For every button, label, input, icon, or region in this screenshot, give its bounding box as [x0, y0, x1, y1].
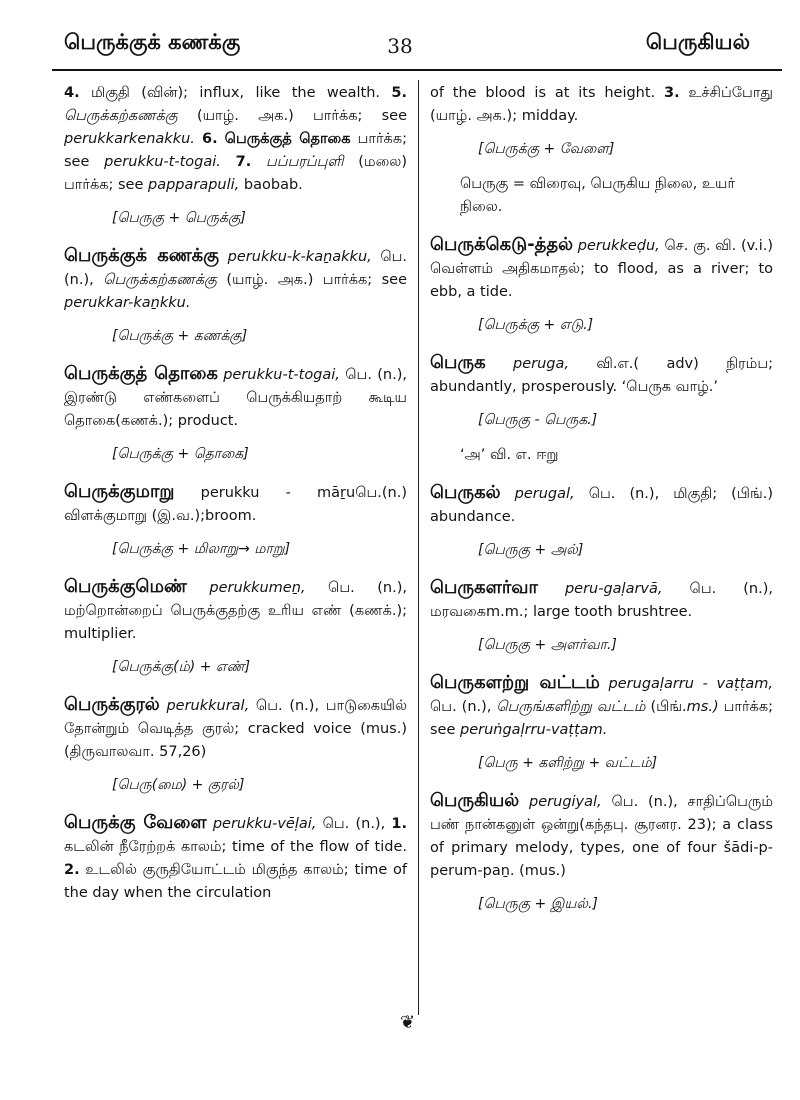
- cross-reference: perukkarkenakku.: [64, 131, 195, 147]
- definition-text: பெ. (n.),: [316, 816, 392, 832]
- definition-text: பெ. (n.),: [64, 249, 408, 288]
- definition-text: வி.எ.( adv) நிரம்ப; abundantly, prosperously. ‘பெருக வாழ்.’: [430, 356, 773, 395]
- definition-text: baobab.: [239, 177, 303, 193]
- cross-reference: peruṅgaḷrru-vaṭṭam.: [460, 722, 608, 738]
- definition-text: பார்க்க; see: [430, 699, 773, 738]
- etymology: [பெருகு + அல்]: [478, 542, 584, 558]
- headword: பெருகல்: [430, 482, 501, 503]
- sense-number: 7.: [235, 154, 252, 170]
- headword: பெருக்குரல்: [64, 694, 160, 715]
- headword: பெருக்குத் தொகை: [64, 363, 218, 384]
- headword: பெருகளர்வா: [430, 577, 538, 598]
- column-divider: [418, 80, 419, 1015]
- definition-text: விளக்குமாறு (இ.வ.);broom.: [64, 508, 257, 524]
- definition-text: பார்க்க; see: [64, 131, 407, 170]
- usage-note: பெருகு = விரைவு, பெருகிய நிலை, உயர் நிலை.: [460, 176, 736, 215]
- dictionary-entry: [64, 480, 407, 528]
- etymology: [பெருகு + இயல்.]: [478, 896, 598, 912]
- headword: பெருகளற்று வட்டம்: [430, 672, 600, 693]
- romanization: perukku-t-togai,: [223, 367, 340, 383]
- dictionary-entry: [64, 575, 407, 646]
- definition-text: [221, 154, 236, 170]
- cross-reference: perukku-t-togai.: [104, 154, 221, 170]
- ornament-icon: ❦: [400, 1012, 416, 1033]
- definition-text: பெ. (n.), பாடுகையில் தோன்றும் வெடித்த குரல்; cracked voice (mus.) (திருவாலவா. 57,26): [64, 698, 407, 760]
- etymology: [பெரு(மை) + குரல்]: [112, 777, 245, 793]
- definition-text: பெ. (n.), சாதிப்பெரும் பண் நான்கனுள் ஒன்று(கந்தபு. சூரனர. 23); a class of primary melody, types, one of four šādi-p-perum-paṉ. (mus.): [430, 794, 773, 879]
- definition-text: பெ. (n.), மற்றொன்றைப் பெருக்குதற்கு உரிய எண் (கணக்.); multiplier.: [64, 580, 407, 642]
- definition-text: (மலை) பார்க்க; see: [64, 154, 408, 193]
- definition-text: [195, 131, 202, 147]
- cross-reference: perukkar-kaṉkku.: [64, 295, 191, 311]
- dictionary-entry: [430, 671, 773, 742]
- definition-text: பெ. (n.),: [430, 699, 497, 715]
- continued-entry: [430, 82, 773, 128]
- definition-text: (யாழ். அக.) பார்க்க; see: [216, 272, 407, 288]
- definition-text: பெ. (n.), மிகுதி; (பிங்.) abundance.: [430, 486, 773, 525]
- etymology: [பெருக்கு + வேளை]: [478, 141, 615, 157]
- definition-text: கடலின் நீரேற்றக் காலம்; time of the flow of tide.: [64, 839, 407, 855]
- headword: பெருக: [430, 352, 486, 373]
- headword: பெருக்குமாறு: [64, 481, 175, 502]
- sense-number: 6.: [201, 131, 218, 147]
- romanization: perukkeḍu,: [577, 238, 660, 254]
- cross-reference: பப்பரப்புளி: [266, 154, 344, 170]
- romanization: peruga,: [513, 356, 569, 372]
- definition-text: மிகுதி (வின்); influx, like the wealth.: [79, 85, 392, 101]
- headword: பெருகியல்: [430, 790, 520, 811]
- cross-reference: பெருக்குத் தொகை: [224, 131, 351, 147]
- definition-text: (பிங்.: [645, 699, 687, 715]
- header-left-guideword: பெருக்குக் கணக்கு: [64, 30, 241, 54]
- headword: பெருக்கு வேளை: [64, 812, 207, 833]
- definition-text: (யாழ். அக.) பார்க்க; see: [177, 108, 407, 124]
- romanization: perukkumeṉ,: [209, 580, 306, 596]
- romanization: perukku - māṟuபெ.(n.): [174, 485, 407, 501]
- usage-note: ‘அ’ வி. எ. ஈறு: [460, 447, 559, 463]
- sense-number: 3.: [663, 85, 680, 101]
- romanization: perugiyal,: [529, 794, 602, 810]
- definition-text: [218, 131, 225, 147]
- dictionary-entry: [430, 789, 773, 883]
- romanization: perukkural,: [166, 698, 250, 714]
- header-rule: [52, 69, 782, 71]
- definition-text: பெ. (n.), மரவகைm.m.; large tooth brushtree.: [430, 581, 773, 620]
- dictionary-entry: [64, 811, 407, 905]
- header-right-guideword: பெருகியல்: [645, 30, 750, 54]
- definition-text: உடலில் குருதியோட்டம் மிகுந்த காலம்; time of the day when the circulation: [64, 862, 407, 901]
- definition-text: பெ. (n.), இரண்டு எண்களைப் பெருக்கியதாற் கூடிய தொகை(கணக்.); product.: [64, 367, 407, 429]
- dictionary-entry: [64, 244, 407, 315]
- cross-reference: ms.): [686, 699, 719, 715]
- right-column: [430, 82, 773, 928]
- dictionary-entry: [430, 576, 773, 624]
- etymology: [பெருக்கு + கணக்கு]: [112, 328, 248, 344]
- sense-number: 1.: [391, 816, 408, 832]
- etymology: [பெருக்கு + எடு.]: [478, 317, 594, 333]
- page-number: 38: [387, 34, 413, 58]
- definition-text: of the blood is at its height.: [430, 85, 664, 101]
- etymology: [பெருக்கு + தொகை]: [112, 446, 249, 462]
- sense-number: 2.: [64, 862, 80, 878]
- cross-reference: பெருக்கற்கணக்கு: [64, 108, 178, 124]
- dictionary-entry: [64, 362, 407, 433]
- headword: பெருக்குக் கணக்கு: [64, 245, 220, 266]
- romanization: peru-gaḷarvā,: [564, 581, 663, 597]
- etymology: [பெருகு - பெருக.]: [478, 412, 598, 428]
- dictionary-entry: [430, 233, 773, 304]
- romanization: perukku-k-kaṉakku,: [227, 249, 372, 265]
- cross-reference: பெருக்கற்கணக்கு: [103, 272, 217, 288]
- etymology: [பெருகு + அளர்வா.]: [478, 637, 617, 653]
- cross-reference: பெருங்களிற்று வட்டம்: [496, 699, 646, 715]
- dictionary-entry: [430, 351, 773, 399]
- cross-reference: papparapuli,: [148, 177, 240, 193]
- romanization: perugaḷarru - vaṭṭam,: [608, 676, 773, 692]
- headword: பெருக்குமெண்: [64, 576, 187, 597]
- sense-number: 5.: [391, 85, 407, 101]
- romanization: perugal,: [514, 486, 575, 502]
- romanization: perukku-vēḷai,: [212, 816, 317, 832]
- left-column: [64, 82, 407, 905]
- dictionary-entry: [430, 481, 773, 529]
- etymology: [பெரு + களிற்று + வட்டம்]: [478, 755, 658, 771]
- definition-text: உச்சிப்போது (யாழ். அக.); midday.: [430, 85, 773, 124]
- page-header: [0, 26, 800, 66]
- headword: பெருக்கெடு-த்தல்: [430, 234, 574, 255]
- etymology: [பெருக்கு + மிலாறு→ மாறு]: [112, 541, 291, 557]
- etymology: [பெருக்கு(ம்) + எண்]: [112, 659, 251, 675]
- sense-number: 4.: [64, 85, 80, 101]
- definition-text: செ. கு. வி. (v.i.) வெள்ளம் அதிகமாதல்; to flood, as a river; to ebb, a tide.: [430, 238, 773, 300]
- etymology: [பெருகு + பெருக்கு]: [112, 210, 246, 226]
- dictionary-entry: [64, 693, 407, 764]
- continued-entry: [64, 82, 407, 197]
- definition-text: [251, 154, 266, 170]
